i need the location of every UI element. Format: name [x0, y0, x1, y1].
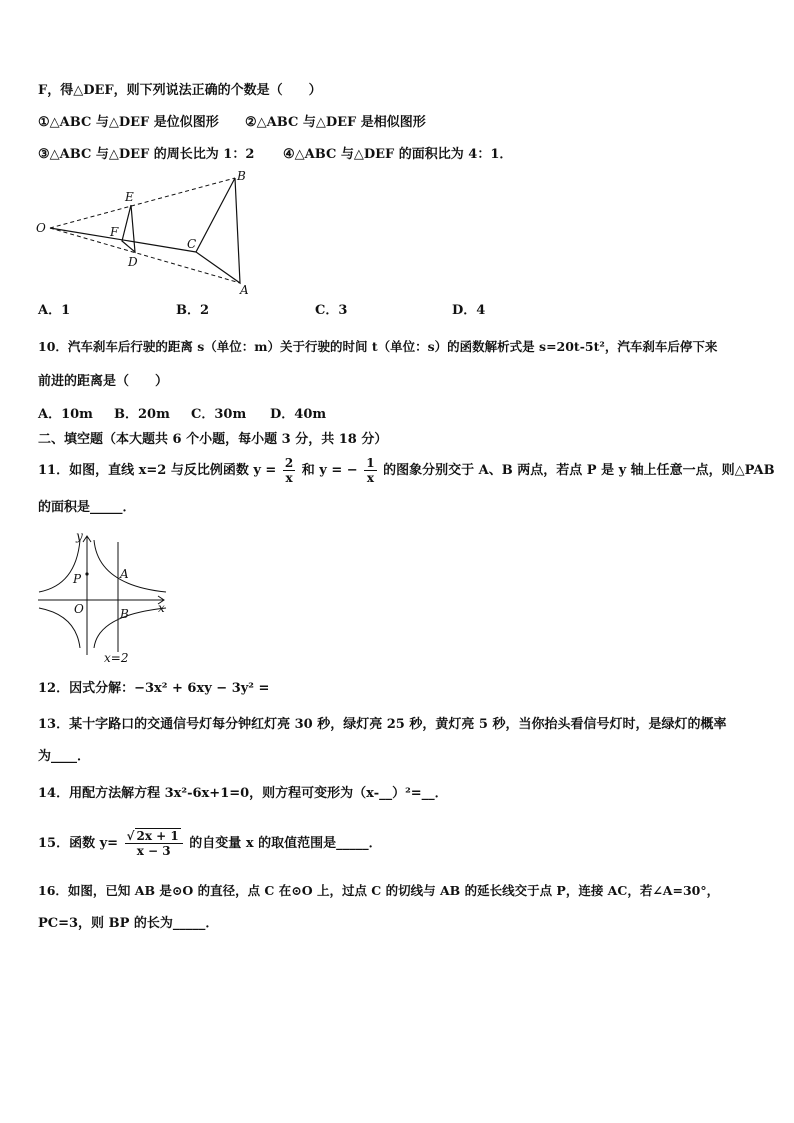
q9-label-a: A [240, 283, 249, 297]
q9-label-o: O [36, 221, 46, 235]
q9-statement-2: ②△ABC 与△DEF 是相似图形 [245, 115, 426, 130]
q14-text: 14．用配方法解方程 3x²-6x+1=0，则方程可变形为（x-__）²=__． [38, 786, 448, 801]
q11-frac2-den: x [366, 471, 374, 485]
q10-option-c: C．30m [191, 407, 247, 422]
q11-line-1 [38, 454, 775, 488]
q11-label-p: P [73, 572, 82, 586]
q9-option-d: D．4 [452, 303, 486, 318]
q9-statement-3: ③△ABC 与△DEF 的周长比为 1：2 [38, 147, 255, 162]
q11-part-1: 11．如图，直线 x=2 与反比例函数 y = [38, 463, 277, 478]
q9-label-d: D [128, 255, 138, 269]
q11-frac1-num: 2 [284, 456, 294, 470]
q12-text: 12．因式分解：−3x² + 6xy − 3y² = [38, 681, 270, 696]
q11-line-2: 的面积是_____． [38, 500, 136, 515]
q9-stem-tail: F，得△DEF，则下列说法正确的个数是（ ） [38, 83, 322, 98]
q9-label-c: C [187, 237, 197, 251]
q9-option-b: B．2 [176, 303, 210, 318]
q11-label-a: A [120, 567, 129, 581]
q13-line-1: 13．某十字路口的交通信号灯每分钟红灯亮 30 秒，绿灯亮 25 秒，黄灯亮 5 秒，当你抬头看信号灯时，是绿灯的概率 [38, 717, 727, 732]
q15-part-2: 的自变量 x 的取值范围是_____． [189, 836, 382, 851]
q11-label-line: x=2 [104, 651, 129, 665]
q10-option-b: B．20m [114, 407, 170, 422]
section-heading: 二、填空题（本大题共 6 个小题，每小题 3 分，共 18 分） [38, 432, 388, 447]
q16-line-1: 16．如图，已知 AB 是⊙O 的直径，点 C 在⊙O 上，过点 C 的切线与 AB 的延长线交于点 P，连接 AC，若∠A=30°， [38, 883, 720, 898]
q10-option-d: D．40m [270, 407, 327, 422]
q16-line-2: PC=3，则 BP 的长为_____． [38, 916, 219, 931]
q11-figure [36, 530, 176, 665]
q10-option-a: A．10m [38, 407, 93, 422]
q15-radicand: 2x + 1 [136, 829, 179, 843]
q11-label-x: x [158, 601, 165, 615]
q11-frac1-den: x [285, 471, 293, 485]
q11-label-b: B [120, 607, 129, 621]
q11-fraction-1 [283, 456, 295, 485]
q9-option-a: A．1 [38, 303, 71, 318]
q10-line-1: 10．汽车刹车后行驶的距离 s（单位：m）关于行驶的时间 t（单位：s）的函数解析式是 s=20t-5t²，汽车刹车后停下来 [38, 339, 718, 354]
q9-label-e: E [125, 190, 134, 204]
q11-frac2-num: 1 [366, 456, 375, 470]
q9-label-f: F [110, 225, 119, 239]
q15-numerator: √ 2x + 1 [125, 829, 183, 844]
q15-fraction [125, 829, 183, 858]
q9-label-b: B [237, 169, 246, 183]
q9-option-c: C．3 [315, 303, 348, 318]
q10-line-2: 前进的距离是（ ） [38, 374, 169, 389]
q13-line-2: 为____． [38, 749, 91, 764]
q11-part-2: 和 y = − [301, 463, 358, 478]
q15-part-1: 15．函数 y= [38, 836, 119, 851]
q15-denominator: x − 3 [136, 844, 171, 858]
q11-label-o: O [74, 602, 84, 616]
q9-statement-1: ①△ABC 与△DEF 是位似图形 [38, 115, 219, 130]
q11-fraction-2 [364, 456, 376, 485]
q11-label-y: y [76, 530, 83, 543]
q9-statement-4: ④△ABC 与△DEF 的面积比为 4：1． [283, 147, 513, 162]
q9-figure [30, 168, 260, 298]
q11-part-3: 的图象分别交于 A、B 两点，若点 P 是 y 轴上任意一点，则△PAB [383, 463, 775, 478]
q15-line [38, 826, 382, 862]
